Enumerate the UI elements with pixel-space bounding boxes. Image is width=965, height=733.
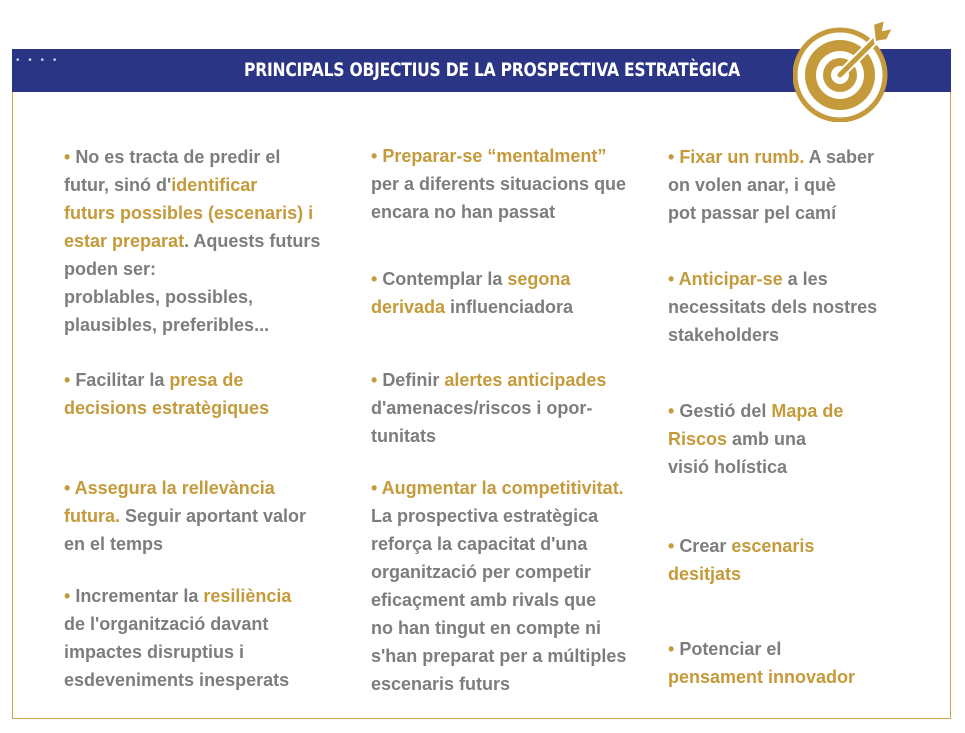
objective-item	[371, 142, 626, 226]
highlight-text: alertes anticipades	[444, 370, 607, 390]
objective-line	[668, 143, 874, 171]
body-text: Potenciar el	[679, 639, 782, 659]
bullet-marker: •	[64, 147, 76, 167]
bullet-marker: •	[668, 269, 679, 289]
highlight-text: Mapa de	[771, 401, 844, 421]
body-text: Crear	[679, 536, 732, 556]
highlight-text: estar preparat	[64, 231, 185, 251]
objective-line	[668, 532, 814, 560]
highlight-text: Assegura la rellevància	[74, 478, 275, 498]
highlight-text: derivada	[371, 297, 446, 317]
body-text: impactes disruptius i	[64, 642, 245, 662]
body-text: necessitats dels nostres	[668, 297, 878, 317]
bullet-marker: •	[371, 269, 383, 289]
body-text: Contemplar la	[382, 269, 508, 289]
objective-line	[64, 311, 320, 339]
body-text: organització per competir	[371, 562, 592, 582]
body-text: no han tingut en compte ni	[371, 618, 601, 638]
bullet-marker: •	[668, 401, 680, 421]
body-text: reforça la capacitat d'una	[371, 534, 588, 554]
body-text: plausibles, preferibles...	[64, 315, 270, 335]
body-text: s'han preparat per a múltiples	[371, 646, 627, 666]
bullet-marker: •	[668, 639, 680, 659]
objective-line	[64, 474, 306, 502]
objective-line	[64, 171, 320, 199]
objective-line	[668, 425, 843, 453]
body-text: Seguir aportant valor	[120, 506, 307, 526]
highlight-text: Augmentar la competitivitat.	[381, 478, 624, 498]
bullet-marker: •	[64, 370, 76, 390]
objective-item	[668, 265, 877, 349]
bullet-marker: •	[64, 478, 75, 498]
body-text: poden ser:	[64, 259, 157, 279]
highlight-text: desitjats	[668, 564, 742, 584]
objective-line	[64, 255, 320, 283]
objective-line	[64, 530, 306, 558]
page-title: PRINCIPALS OBJECTIUS DE LA PROSPECTIVA ESTRATÈGICA	[244, 59, 740, 81]
objective-item	[64, 143, 320, 339]
body-text: escenaris futurs	[371, 674, 511, 694]
objective-line	[668, 635, 855, 663]
body-text: per a diferents situacions que	[371, 174, 627, 194]
objective-line	[668, 663, 855, 691]
objective-line	[371, 614, 626, 642]
highlight-text: escenaris	[731, 536, 815, 556]
objective-line	[64, 143, 320, 171]
body-text: tunitats	[371, 426, 436, 446]
objective-line	[64, 502, 306, 530]
objective-line	[64, 394, 269, 422]
objective-line	[64, 283, 320, 311]
objective-item	[668, 532, 814, 588]
objective-line	[668, 397, 843, 425]
highlight-text: pensament innovador	[668, 667, 856, 687]
objective-line	[371, 198, 626, 226]
objective-line	[64, 582, 291, 610]
objective-item	[668, 397, 843, 481]
highlight-text: identificar	[171, 175, 258, 195]
highlight-text: Anticipar-se	[678, 269, 783, 289]
body-text: eficaçment amb rivals que	[371, 590, 597, 610]
body-text: futur, sinó d'	[64, 175, 172, 195]
highlight-text: Preparar-se “mentalment”	[382, 146, 607, 166]
objective-item	[668, 143, 874, 227]
highlight-text: resiliència	[203, 586, 292, 606]
objective-item	[668, 635, 855, 691]
body-text: . Aquests futurs	[184, 231, 321, 251]
objective-line	[668, 171, 874, 199]
objective-item	[371, 265, 573, 321]
objective-line	[371, 170, 626, 198]
objective-line	[371, 474, 626, 502]
objective-line	[64, 666, 291, 694]
bullet-marker: •	[371, 370, 383, 390]
objective-item	[371, 474, 626, 698]
highlight-text: presa de	[169, 370, 244, 390]
bullet-marker: •	[668, 147, 680, 167]
body-text: stakeholders	[668, 325, 780, 345]
objective-line	[371, 142, 626, 170]
objective-item	[64, 366, 269, 422]
objective-line	[64, 638, 291, 666]
body-text: d'amenaces/riscos i opor-	[371, 398, 593, 418]
body-text: visió holística	[668, 457, 788, 477]
objective-line	[668, 293, 877, 321]
highlight-text: Riscos	[668, 429, 728, 449]
objective-line	[64, 366, 269, 394]
body-text: A saber	[804, 147, 875, 167]
body-text: problables, possibles,	[64, 287, 254, 307]
objective-item	[371, 366, 606, 450]
objective-line	[668, 321, 877, 349]
body-text: on volen anar, i què	[668, 175, 837, 195]
body-text: No es tracta de predir el	[75, 147, 281, 167]
objective-item	[64, 582, 291, 694]
bullet-marker: •	[64, 586, 76, 606]
highlight-text: futura.	[64, 506, 120, 526]
body-text: a les	[782, 269, 828, 289]
highlight-text: segona	[507, 269, 571, 289]
objective-line	[371, 293, 573, 321]
objective-line	[371, 422, 606, 450]
body-text: Definir	[382, 370, 445, 390]
body-text: Incrementar la	[75, 586, 204, 606]
bullet-marker: •	[371, 478, 382, 498]
body-text: de l'organització davant	[64, 614, 269, 634]
objective-line	[371, 394, 606, 422]
bullet-marker: •	[668, 536, 680, 556]
objective-line	[64, 227, 320, 255]
target-arrow-icon	[793, 16, 899, 122]
objective-line	[668, 560, 814, 588]
objective-line	[668, 265, 877, 293]
objective-line	[668, 199, 874, 227]
highlight-text: decisions estratègiques	[64, 398, 270, 418]
objective-line	[371, 558, 626, 586]
body-text: influenciadora	[445, 297, 574, 317]
objective-line	[371, 586, 626, 614]
objective-line	[371, 502, 626, 530]
objective-line	[371, 530, 626, 558]
objective-line	[371, 642, 626, 670]
objective-line	[64, 199, 320, 227]
objective-line	[371, 670, 626, 698]
body-text: Gestió del	[679, 401, 772, 421]
objective-line	[64, 610, 291, 638]
body-text: Facilitar la	[75, 370, 170, 390]
body-text: amb una	[727, 429, 807, 449]
body-text: esdeveniments inesperats	[64, 670, 290, 690]
banner-dots: • • • •	[16, 55, 60, 66]
objective-item	[64, 474, 306, 558]
objective-line	[371, 265, 573, 293]
objective-line	[371, 366, 606, 394]
body-text: encara no han passat	[371, 202, 556, 222]
body-text: pot passar pel camí	[668, 203, 837, 223]
body-text: La prospectiva estratègica	[371, 506, 599, 526]
highlight-text: futurs possibles (escenaris) i	[64, 203, 314, 223]
body-text: en el temps	[64, 534, 164, 554]
objective-line	[668, 453, 843, 481]
bullet-marker: •	[371, 146, 383, 166]
highlight-text: Fixar un rumb.	[679, 147, 805, 167]
